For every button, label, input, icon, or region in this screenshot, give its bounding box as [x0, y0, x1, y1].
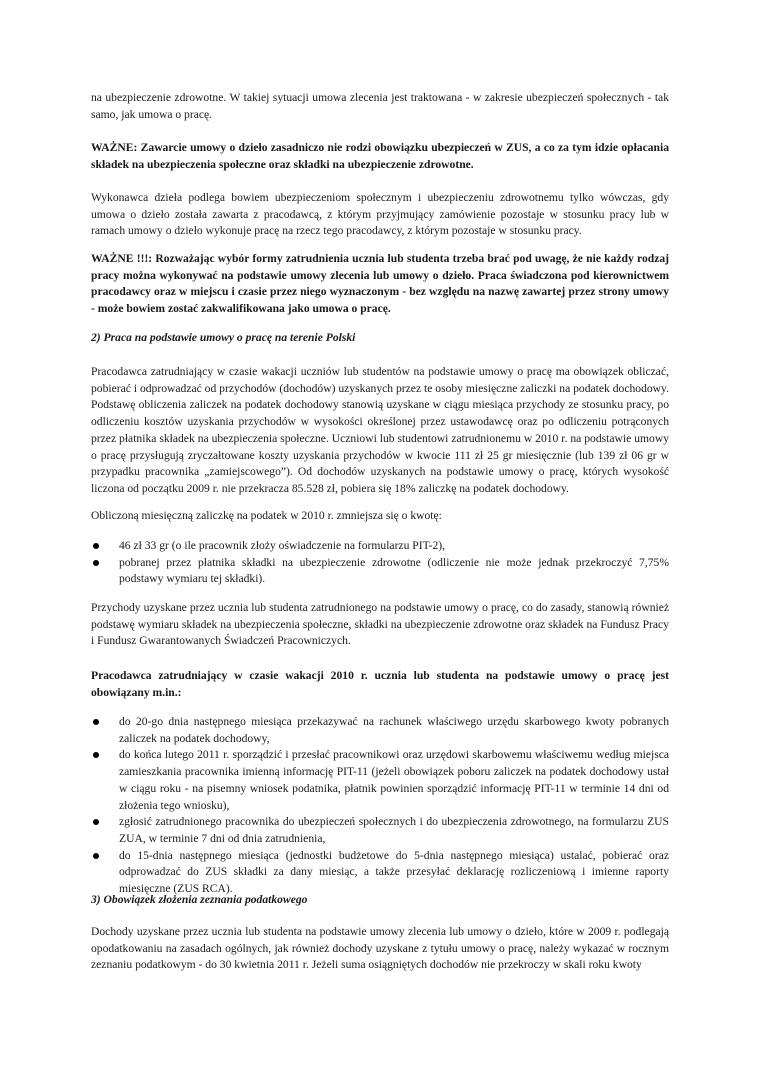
paragraph-umowa-zlecenia: na ubezpieczenie zdrowotne. W takiej sytuacji umowa zlecenia jest traktowana - w zakresie ubezpieczeń społecznych - tak samo, jak umowa o pracę.	[91, 91, 669, 121]
list-item: 46 zł 33 gr (o ile pracownik złoży oświadczenie na formularzu PIT-2),	[91, 538, 669, 555]
list-item: zgłosić zatrudnionego pracownika do ubezpieczeń społecznych i do ubezpieczenia zdrowotnego, na formularzu ZUS ZUA, w terminie 7 dni od dnia zatrudnienia,	[91, 814, 669, 847]
paragraph-zaliczki-podatek: Pracodawca zatrudniający w czasie wakacji uczniów lub studentów na podstawie umowy o pracę ma obowiązek obliczać, pobierać i odprowadzać od przychodów (dochodów) uzyskanych przez te osoby miesięczne zaliczki na podatek dochodowy. Podstawę obliczenia zaliczek na podatek dochodowy stanowią uzyskane w ciągu miesiąca przychody ze stosunku pracy, po odliczeniu kosztów uzyskania przychodów w wysokości określonej przez ustawodawcę oraz po odliczeniu potrąconych przez płatnika składek na ubezpieczenia społeczne. Uczniowi lub studentowi zatrudnionemu w 2010 r. na podstawie umowy o pracę przysługują zryczałtowane koszty uzyskania przychodów w kwocie 111 zł 25 gr miesięcznie (lub 139 zł 06 gr w przypadku pracownika „zamiejscowego”). Od dochodów uzyskanych na podstawie umowy o pracę, których wysokość liczona od początku 2009 r. nie przekracza 85.528 zł, pobiera się 18% zaliczkę na podatek dochodowy.	[91, 365, 669, 495]
list-item: pobranej przez płatnika składki na ubezpieczenie zdrowotne (odliczenie nie może jednak przekroczyć 7,75% podstawy wymiaru tej składki).	[91, 555, 669, 588]
section-heading-umowa-o-prace: 2) Praca na podstawie umowy o pracę na terenie Polski	[91, 331, 356, 344]
bullet-list-obowiazki	[91, 714, 669, 898]
paragraph-wazne-umowa-o-dzielo: WAŻNE: Zawarcie umowy o dzieło zasadniczo nie rodzi obowiązku ubezpieczeń w ZUS, a co za tym idzie opłacania składek na ubezpieczenia społeczne oraz składki na ubezpieczenie zdrowotne.	[91, 141, 669, 171]
list-item: do 15-dnia następnego miesiąca (jednostki budżetowe do 5-dnia następnego miesiąca) ustalać, pobierać oraz odprowadzać do ZUS składki za dany miesiąc, a także przesyłać deklarację rozliczeniową i imienne raporty miesięczne (ZUS RCA).	[91, 848, 669, 898]
paragraph-zmniejszenie-zaliczki: Obliczoną miesięczną zaliczkę na podatek w 2010 r. zmniejsza się o kwotę:	[91, 509, 442, 522]
section-heading-zeznanie-podatkowe: 3) Obowiązek złożenia zeznania podatkowego	[91, 893, 308, 906]
paragraph-podstawa-skladek: Przychody uzyskane przez ucznia lub studenta zatrudnionego na podstawie umowy o pracę, co do zasady, stanowią również podstawę wymiaru składek na ubezpieczenia społeczne, składki na ubezpieczenie zdrowotne oraz składek na Fundusz Pracy i Fundusz Gwarantowanych Świadczeń Pracowniczych.	[91, 601, 669, 648]
paragraph-wazne-forma-zatrudnienia: WAŻNE !!!: Rozważając wybór formy zatrudnienia ucznia lub studenta trzeba brać pod uwagę, że nie każdy rodzaj pracy można wykonywać na podstawie umowy zlecenia lub umowy o dzieło. Praca świadczona pod kierownictwem pracodawcy oraz w miejscu i czasie przez niego wyznaczonym - bez względu na nazwę zawartej przez strony umowy - może bowiem zostać zakwalifikowana jako umowa o pracę.	[91, 252, 669, 316]
bullet-list-odliczenia	[91, 538, 669, 588]
list-item: do 20-go dnia następnego miesiąca przekazywać na rachunek właściwego urzędu skarbowego kwoty pobranych zaliczek na podatek dochodowy,	[91, 714, 669, 747]
list-item: do końca lutego 2011 r. sporządzić i przesłać pracownikowi oraz urzędowi skarbowemu właściwemu według miejsca zamieszkania pracownika imienną informację PIT-11 (jeżeli obowiązek poboru zaliczek na podatek dochodowy ustał w ciągu roku - na pisemny wniosek podatnika, płatnik powinien sporządzić informację PIT-11 w terminie 14 dni od złożenia tego wniosku),	[91, 747, 669, 814]
paragraph-wykonawca-dziela: Wykonawca dzieła podlega bowiem ubezpieczeniom społecznym i ubezpieczeniu zdrowotnemu tylko wówczas, gdy umowa o dzieło została zawarta z pracodawcą, z którym przyjmujący zamówienie pozostaje w stosunku pracy lub w ramach umowy o dzieło wykonuje pracę na rzecz tego pracodawcy, z którym pozostaje w stosunku pracy.	[91, 191, 669, 238]
paragraph-roczne-zeznanie: Dochody uzyskane przez ucznia lub studenta na podstawie umowy zlecenia lub umowy o dzieło, które w 2009 r. podlegają opodatkowaniu na zasadach ogólnych, jak również dochody uzyskane z tytułu umowy o pracę, należy wykazać w rocznym zeznaniu podatkowym - do 30 kwietnia 2011 r. Jeżeli suma osiągniętych dochodów nie przekroczy w skali roku kwoty	[91, 925, 669, 972]
paragraph-obowiazki-pracodawcy: Pracodawca zatrudniający w czasie wakacji 2010 r. ucznia lub studenta na podstawie umowy o pracę jest obowiązany m.in.:	[91, 669, 669, 699]
